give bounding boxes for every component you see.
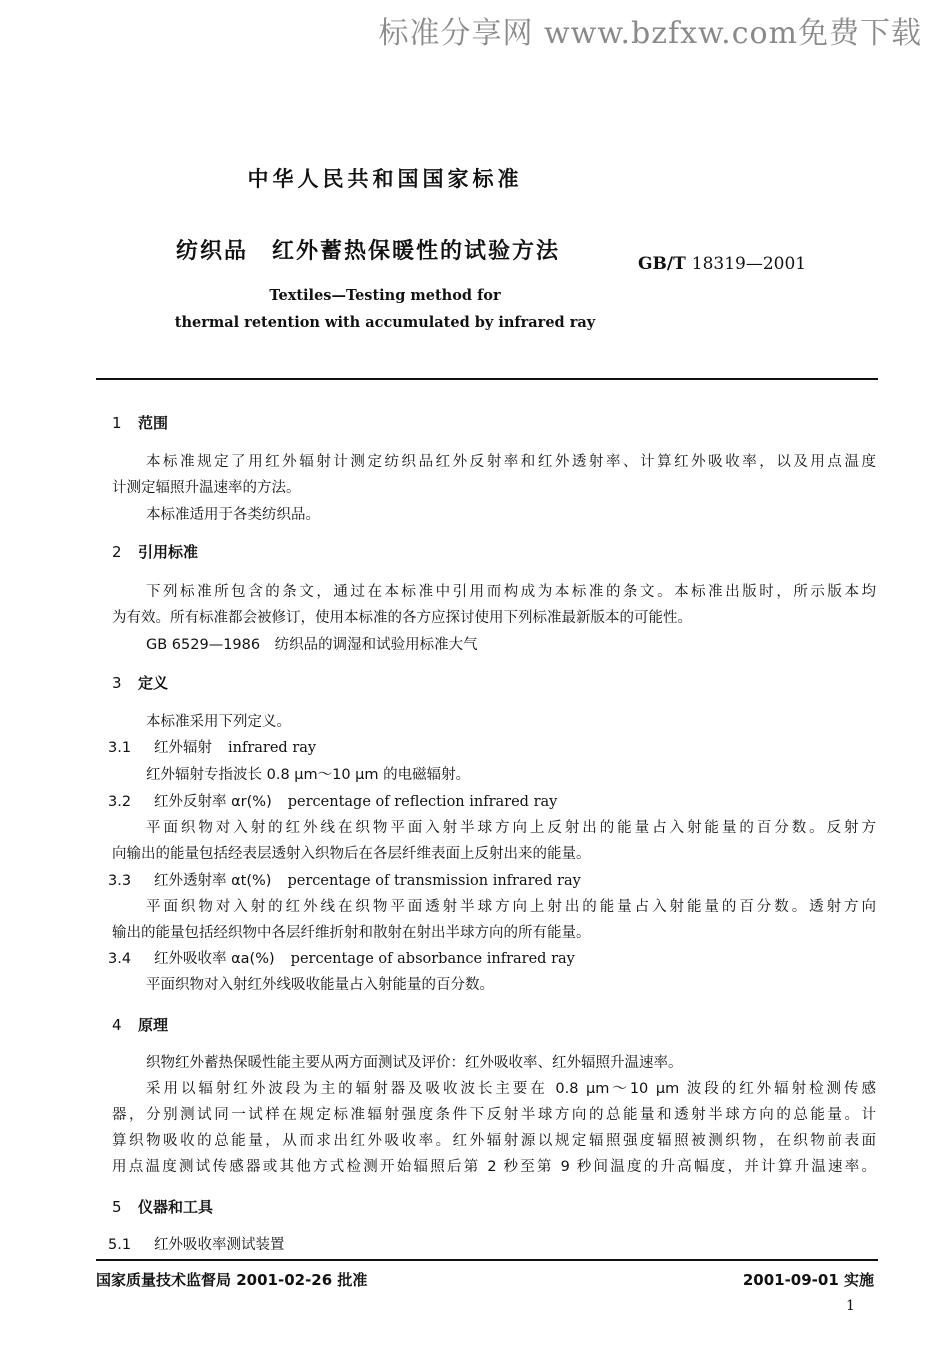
definition-term-en: infrared ray: [228, 740, 317, 756]
definition-3-1: [108, 736, 316, 757]
s1-paragraph-line-2: 计测定辐照升温速率的方法。: [112, 480, 301, 496]
subsection-5-1: [108, 1233, 285, 1254]
approval-line: 国家质量技术监督局 2001-02-26 批准: [96, 1271, 368, 1289]
definition-3-4-text: 平面织物对入射红外线吸收能量占入射能量的百分数。: [146, 977, 494, 993]
definition-number: 3.1: [108, 740, 132, 756]
definition-3-2: [108, 790, 557, 811]
s4-paragraph-2-line-2: 器，分别测试同一试样在规定标准辐射强度条件下反射半球方向的总能量和透射半球方向的总能量。计: [112, 1107, 876, 1123]
s1-paragraph-2: 本标准适用于各类纺织品。: [146, 507, 320, 523]
code-number: 18319—2001: [691, 254, 807, 274]
section-3-heading: [112, 672, 168, 693]
section-4-heading: [112, 1014, 168, 1035]
section-number: 1: [112, 414, 122, 432]
definition-term: 红外吸收率 αa(%): [154, 951, 275, 967]
definition-3-1-text: 红外辐射专指波长 0.8 μm～10 μm 的电磁辐射。: [146, 767, 471, 783]
national-standard-heading: 中华人民共和国国家标准: [247, 167, 523, 191]
s3-intro: 本标准采用下列定义。: [146, 714, 291, 730]
page-number: 1: [846, 1298, 855, 1314]
english-title-line-2: thermal retention with accumulated by infrared ray: [174, 314, 596, 331]
implementation-date: 2001-09-01 实施: [742, 1271, 874, 1289]
section-title: 原理: [138, 1016, 169, 1034]
section-number: 3: [112, 674, 122, 692]
definition-term-en: percentage of transmission infrared ray: [287, 873, 581, 889]
section-title: 定义: [138, 674, 169, 692]
section-title: 仪器和工具: [138, 1198, 214, 1216]
s4-paragraph-1: 织物红外蓄热保暖性能主要从两方面测试及评价：红外吸收率、红外辐照升温速率。: [146, 1055, 683, 1071]
subsection-title: 红外吸收率测试装置: [154, 1237, 285, 1253]
s2-paragraph-line-2: 为有效。所有标准都会被修订，使用本标准的各方应探讨使用下列标准最新版本的可能性。: [112, 610, 692, 626]
section-number: 2: [112, 543, 122, 561]
definition-3-2-text-line-1: 平面织物对入射的红外线在织物平面入射半球方向上反射出的能量占入射能量的百分数。反射方: [146, 820, 876, 836]
definition-number: 3.2: [108, 794, 132, 810]
definition-3-3-text-line-1: 平面织物对入射的红外线在织物平面透射半球方向上射出的能量占入射能量的百分数。透射方向: [146, 899, 876, 915]
section-5-heading: [112, 1196, 213, 1217]
title-part-2: 红外蓄热保暖性的试验方法: [272, 239, 561, 264]
section-title: 引用标准: [138, 543, 199, 561]
definition-term-en: percentage of reflection infrared ray: [287, 794, 558, 810]
definition-number: 3.4: [108, 951, 132, 967]
definition-term: 红外透射率 αt(%): [154, 873, 272, 889]
s2-reference: GB 6529—1986 纺织品的调湿和试验用标准大气: [146, 637, 478, 653]
s4-paragraph-2-line-4: 用点温度测试传感器或其他方式检测开始辐照后第 2 秒至第 9 秒间温度的升高幅度，并计算升温速率。: [112, 1159, 876, 1175]
section-1-heading: [112, 412, 168, 433]
definition-term: 红外反射率 αr(%): [154, 794, 272, 810]
standard-code: [638, 254, 806, 274]
title-part-1: 纺织品: [176, 239, 249, 264]
code-prefix: GB/T: [638, 254, 686, 274]
section-2-heading: [112, 541, 198, 562]
document-title: [176, 234, 560, 265]
definition-number: 3.3: [108, 873, 132, 889]
section-number: 5: [112, 1198, 122, 1216]
watermark: 标准分享网 www.bzfxw.com免费下载: [378, 16, 922, 51]
section-number: 4: [112, 1016, 122, 1034]
header-divider: [96, 378, 878, 380]
definition-3-3: [108, 869, 581, 890]
subsection-number: 5.1: [108, 1237, 132, 1253]
definition-term: 红外辐射: [154, 740, 212, 756]
footer-divider: [96, 1259, 878, 1261]
definition-3-2-text-line-2: 向输出的能量包括经表层透射入织物后在各层纤维表面上反射出来的能量。: [112, 846, 591, 862]
english-title-line-1: Textiles—Testing method for: [269, 287, 501, 304]
definition-3-4: [108, 947, 575, 968]
section-title: 范围: [138, 414, 169, 432]
definition-3-3-text-line-2: 输出的能量包括经织物中各层纤维折射和散射在射出半球方向的所有能量。: [112, 925, 591, 941]
s1-paragraph-line-1: 本标准规定了用红外辐射计测定纺织品红外反射率和红外透射率、计算红外吸收率，以及用点温度: [146, 454, 876, 470]
definition-term-en: percentage of absorbance infrared ray: [290, 951, 575, 967]
s4-paragraph-2-line-3: 算织物吸收的总能量，从而求出红外吸收率。红外辐射源以规定辐照强度辐照被测织物，在织物前表面: [112, 1133, 876, 1149]
s4-paragraph-2-line-1: 采用以辐射红外波段为主的辐射器及吸收波长主要在 0.8 μm～10 μm 波段的红外辐射检测传感: [146, 1081, 876, 1097]
s2-paragraph-line-1: 下列标准所包含的条文，通过在本标准中引用而构成为本标准的条文。本标准出版时，所示版本均: [146, 584, 876, 600]
